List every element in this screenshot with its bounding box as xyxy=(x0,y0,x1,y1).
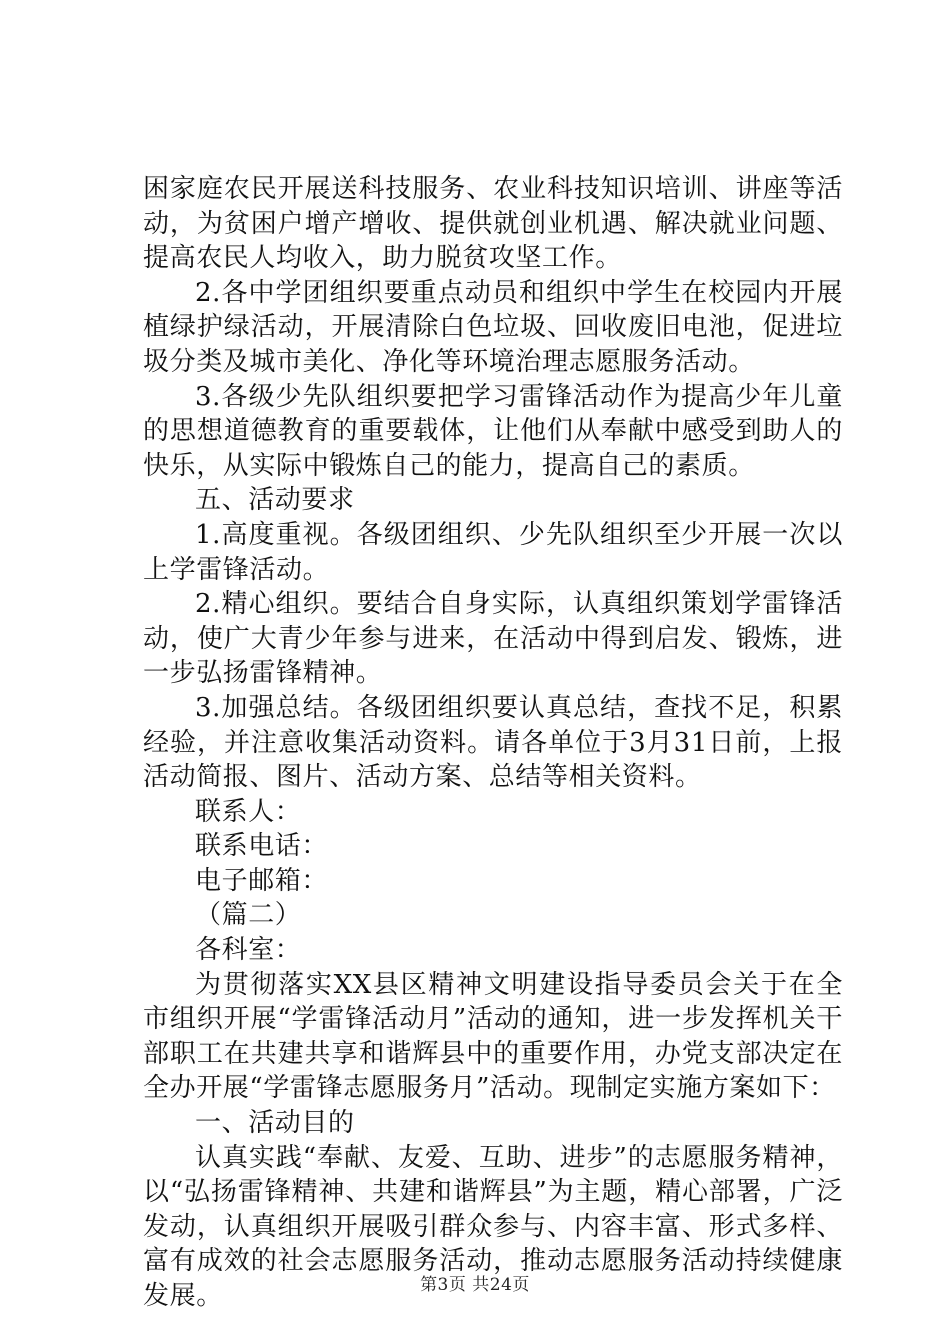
paragraph-item-3-young-pioneers: 3.各级少先队组织要把学习雷锋活动作为提高少年儿童的思想道德教育的重要载体，让他们从奉献中感受到助人的快乐，从实际中锻炼自己的能力，提高自己的素质。 xyxy=(143,381,843,481)
contact-email-label: 电子邮箱： xyxy=(195,865,329,896)
paragraph-continuation: 困家庭农民开展送科技服务、农业科技知识培训、讲座等活动，为贫困户增产增收、提供就创业机遇、解决就业问题、提高农民人均收入，助力脱贫攻坚工作。 xyxy=(143,174,843,274)
section-heading-purpose: 一、活动目的 xyxy=(195,1108,355,1139)
paragraph-requirement-3: 3.加强总结。各级团组织要认真总结，查找不足，积累经验，并注意收集活动资料。请各单位于3月31日前，上报活动简报、图片、活动方案、总结等相关资料。 xyxy=(143,692,843,793)
contact-person-label: 联系人： xyxy=(195,796,302,827)
contact-phone-label: 联系电话： xyxy=(195,831,329,862)
salutation: 各科室： xyxy=(195,935,302,966)
part-two-heading: （篇二） xyxy=(195,900,302,931)
document-body xyxy=(143,172,843,1314)
paragraph-requirement-1: 1.高度重视。各级团组织、少先队组织至少开展一次以上学雷锋活动。 xyxy=(143,519,843,585)
paragraph-requirement-2: 2.精心组织。要结合自身实际，认真组织策划学雷锋活动，使广大青少年参与进来，在活动中得到启发、锻炼，进一步弘扬雷锋精神。 xyxy=(143,589,843,689)
paragraph-purpose: 认真实践“奉献、友爱、互助、进步”的志愿服务精神，以“弘扬雷锋精神、共建和谐辉县”为主题，精心部署，广泛发动，认真组织开展吸引群众参与、内容丰富、形式多样、富有成效的社会志愿服务活动，推动志愿服务活动持续健康发展。 xyxy=(143,1142,843,1311)
page-number-footer: 第3页 共24页 xyxy=(420,1275,530,1295)
paragraph-introduction: 为贯彻落实XX县区精神文明建设指导委员会关于在全市组织开展“学雷锋活动月”活动的通知，进一步发挥机关干部职工在共建共享和谐辉县中的重要作用，办党支部决定在全办开展“学雷锋志愿服务月”活动。现制定实施方案如下： xyxy=(143,969,843,1104)
section-heading-requirements: 五、活动要求 xyxy=(195,485,355,516)
paragraph-item-2-middle-school: 2.各中学团组织要重点动员和组织中学生在校园内开展植绿护绿活动，开展清除白色垃圾、回收废旧电池，促进垃圾分类及城市美化、净化等环境治理志愿服务活动。 xyxy=(143,277,843,377)
